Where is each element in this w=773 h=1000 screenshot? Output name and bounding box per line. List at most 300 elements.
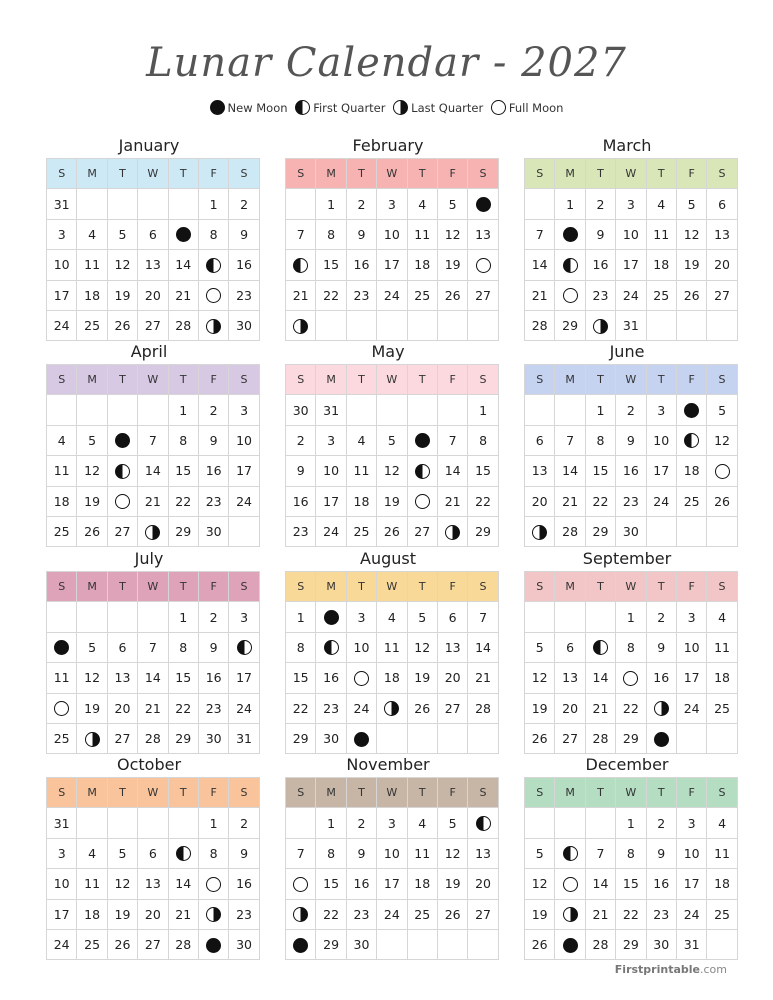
day-cell: 15 — [168, 663, 198, 693]
moon-phase-day-cell — [555, 899, 585, 929]
weekday-header: T — [646, 572, 676, 602]
day-cell: 27 — [707, 280, 737, 310]
empty-day-cell — [437, 310, 467, 340]
week-row — [525, 929, 738, 959]
day-cell: 8 — [198, 219, 228, 249]
week-row — [525, 602, 738, 632]
moon-phase-day-cell — [286, 929, 316, 959]
month-name: September — [582, 549, 672, 568]
day-cell: 5 — [525, 838, 555, 868]
day-cell: 17 — [676, 869, 706, 899]
day-cell: 17 — [377, 250, 407, 280]
day-cell: 11 — [407, 219, 437, 249]
week-row — [47, 189, 260, 219]
full-moon-icon — [54, 701, 69, 716]
day-cell: 18 — [407, 869, 437, 899]
empty-day-cell — [525, 189, 555, 219]
day-cell: 21 — [555, 486, 585, 516]
legend-last-quarter-label: Last Quarter — [411, 100, 484, 115]
weekday-header: M — [316, 159, 346, 189]
day-cell: 21 — [286, 280, 316, 310]
weekday-header: T — [346, 572, 376, 602]
week-row — [525, 250, 738, 280]
new-moon-icon — [324, 610, 339, 625]
day-cell: 6 — [525, 425, 555, 455]
week-row — [525, 516, 738, 546]
week-row — [525, 693, 738, 723]
day-cell: 4 — [377, 602, 407, 632]
day-cell: 9 — [616, 425, 646, 455]
empty-day-cell — [168, 808, 198, 838]
day-cell: 21 — [168, 280, 198, 310]
month-name: May — [371, 342, 405, 361]
day-cell: 2 — [198, 395, 228, 425]
moon-phase-day-cell — [346, 663, 376, 693]
empty-day-cell — [316, 310, 346, 340]
day-cell: 4 — [47, 425, 77, 455]
day-cell: 13 — [138, 250, 168, 280]
day-cell: 31 — [616, 310, 646, 340]
day-cell: 28 — [555, 516, 585, 546]
day-cell: 10 — [377, 838, 407, 868]
day-cell: 8 — [316, 219, 346, 249]
empty-day-cell — [646, 310, 676, 340]
full-moon-icon — [206, 288, 221, 303]
day-cell: 17 — [377, 869, 407, 899]
week-row — [47, 602, 260, 632]
last-quarter-icon — [393, 100, 408, 115]
day-cell: 27 — [555, 723, 585, 753]
day-cell: 22 — [616, 899, 646, 929]
empty-day-cell — [437, 723, 467, 753]
day-cell: 17 — [47, 280, 77, 310]
day-cell: 17 — [646, 456, 676, 486]
day-cell: 11 — [707, 838, 737, 868]
day-cell: 7 — [138, 425, 168, 455]
weekday-header-row — [286, 778, 499, 808]
day-cell: 18 — [646, 250, 676, 280]
week-row — [286, 869, 499, 899]
day-cell: 27 — [407, 516, 437, 546]
day-cell: 24 — [47, 310, 77, 340]
week-row — [47, 838, 260, 868]
moon-phase-day-cell — [107, 425, 137, 455]
day-cell: 11 — [346, 456, 376, 486]
day-cell: 3 — [47, 838, 77, 868]
weekday-header: F — [437, 365, 467, 395]
week-row — [525, 663, 738, 693]
day-cell: 21 — [168, 899, 198, 929]
day-cell: 13 — [437, 632, 467, 662]
day-cell: 7 — [468, 602, 498, 632]
moon-phase-day-cell — [555, 869, 585, 899]
day-cell: 25 — [47, 516, 77, 546]
day-cell: 9 — [198, 632, 228, 662]
day-cell: 8 — [168, 425, 198, 455]
moon-phase-day-cell — [286, 250, 316, 280]
day-cell: 9 — [646, 632, 676, 662]
day-cell: 2 — [346, 189, 376, 219]
new-moon-icon — [206, 938, 221, 953]
empty-day-cell — [346, 395, 376, 425]
day-cell: 24 — [47, 929, 77, 959]
day-cell: 20 — [138, 899, 168, 929]
day-cell: 10 — [47, 250, 77, 280]
day-cell: 19 — [107, 899, 137, 929]
week-row — [47, 456, 260, 486]
month-calendar-table — [524, 777, 738, 960]
weekday-header: M — [555, 159, 585, 189]
month-november — [285, 753, 491, 960]
day-cell: 28 — [168, 310, 198, 340]
week-row — [286, 663, 499, 693]
empty-day-cell — [77, 189, 107, 219]
day-cell: 5 — [107, 838, 137, 868]
day-cell: 4 — [707, 808, 737, 838]
first-quarter-icon — [115, 464, 130, 479]
day-cell: 7 — [138, 632, 168, 662]
full-moon-icon — [415, 494, 430, 509]
last-quarter-icon — [532, 525, 547, 540]
page-title: Lunar Calendar - 2027 — [146, 40, 627, 86]
full-moon-icon — [491, 100, 506, 115]
day-cell: 1 — [585, 395, 615, 425]
day-cell: 18 — [77, 899, 107, 929]
day-cell: 8 — [585, 425, 615, 455]
empty-day-cell — [676, 310, 706, 340]
empty-day-cell — [107, 189, 137, 219]
day-cell: 19 — [437, 869, 467, 899]
weekday-header: T — [646, 778, 676, 808]
day-cell: 31 — [47, 808, 77, 838]
day-cell: 25 — [77, 310, 107, 340]
empty-day-cell — [138, 808, 168, 838]
footer-brand-suffix: .com — [700, 963, 727, 976]
weekday-header: M — [77, 778, 107, 808]
day-cell: 17 — [616, 250, 646, 280]
new-moon-icon — [293, 938, 308, 953]
weekday-header-row — [525, 365, 738, 395]
weekday-header: M — [555, 572, 585, 602]
day-cell: 16 — [198, 663, 228, 693]
day-cell: 9 — [585, 219, 615, 249]
last-quarter-icon — [445, 525, 460, 540]
empty-day-cell — [585, 602, 615, 632]
first-quarter-icon — [593, 640, 608, 655]
day-cell: 5 — [407, 602, 437, 632]
last-quarter-icon — [563, 907, 578, 922]
last-quarter-icon — [384, 701, 399, 716]
month-calendar-table — [285, 777, 499, 960]
weekday-header-row — [47, 778, 260, 808]
day-cell: 7 — [437, 425, 467, 455]
day-cell: 13 — [468, 838, 498, 868]
day-cell: 2 — [198, 602, 228, 632]
weekday-header: F — [198, 159, 228, 189]
day-cell: 31 — [47, 189, 77, 219]
week-row — [286, 310, 499, 340]
footer-brand-name: Firstprintable — [614, 963, 700, 976]
day-cell: 22 — [616, 693, 646, 723]
day-cell: 27 — [107, 723, 137, 753]
empty-day-cell — [407, 929, 437, 959]
empty-day-cell — [377, 395, 407, 425]
legend-new-moon-label: New Moon — [227, 100, 288, 115]
day-cell: 16 — [646, 869, 676, 899]
day-cell: 6 — [555, 632, 585, 662]
month-calendar-table — [46, 158, 260, 341]
day-cell: 12 — [437, 219, 467, 249]
day-cell: 6 — [138, 838, 168, 868]
week-row — [47, 663, 260, 693]
first-quarter-icon — [324, 640, 339, 655]
empty-day-cell — [525, 602, 555, 632]
day-cell: 26 — [77, 516, 107, 546]
weekday-header-row — [525, 159, 738, 189]
moon-phase-day-cell — [646, 723, 676, 753]
weekday-header: W — [377, 159, 407, 189]
weekday-header: S — [229, 159, 259, 189]
empty-day-cell — [437, 395, 467, 425]
weekday-header: S — [707, 159, 737, 189]
day-cell: 20 — [107, 693, 137, 723]
empty-day-cell — [138, 189, 168, 219]
day-cell: 27 — [138, 929, 168, 959]
day-cell: 18 — [407, 250, 437, 280]
day-cell: 25 — [407, 280, 437, 310]
day-cell: 10 — [377, 219, 407, 249]
day-cell: 19 — [107, 280, 137, 310]
day-cell: 19 — [407, 663, 437, 693]
day-cell: 22 — [286, 693, 316, 723]
empty-day-cell — [107, 808, 137, 838]
day-cell: 2 — [646, 602, 676, 632]
month-name: October — [116, 755, 182, 774]
weekday-header: S — [525, 572, 555, 602]
moon-phase-day-cell — [616, 663, 646, 693]
week-row — [286, 219, 499, 249]
day-cell: 16 — [229, 250, 259, 280]
day-cell: 24 — [377, 899, 407, 929]
empty-day-cell — [107, 602, 137, 632]
moon-phase-day-cell — [555, 280, 585, 310]
weekday-header: T — [168, 572, 198, 602]
day-cell: 2 — [616, 395, 646, 425]
weekday-header-row — [47, 572, 260, 602]
weekday-header: F — [437, 778, 467, 808]
empty-day-cell — [676, 723, 706, 753]
day-cell: 23 — [286, 516, 316, 546]
day-cell: 13 — [468, 219, 498, 249]
empty-day-cell — [286, 808, 316, 838]
day-cell: 20 — [138, 280, 168, 310]
day-cell: 12 — [676, 219, 706, 249]
week-row — [47, 808, 260, 838]
moon-phase-day-cell — [77, 723, 107, 753]
month-march — [524, 134, 730, 341]
day-cell: 26 — [525, 929, 555, 959]
weekday-header: T — [168, 778, 198, 808]
full-moon-icon — [563, 288, 578, 303]
moon-phase-day-cell — [346, 723, 376, 753]
month-calendar-table — [46, 364, 260, 547]
last-quarter-icon — [293, 319, 308, 334]
week-row — [286, 723, 499, 753]
day-cell: 9 — [229, 838, 259, 868]
day-cell: 12 — [407, 632, 437, 662]
weekday-header: T — [168, 159, 198, 189]
moon-phase-legend — [0, 100, 773, 118]
day-cell: 30 — [646, 929, 676, 959]
first-quarter-icon — [206, 258, 221, 273]
weekday-header: S — [468, 365, 498, 395]
first-quarter-icon — [684, 433, 699, 448]
month-may — [285, 340, 491, 547]
day-cell: 19 — [437, 250, 467, 280]
day-cell: 28 — [525, 310, 555, 340]
weekday-header: W — [377, 778, 407, 808]
day-cell: 10 — [229, 425, 259, 455]
weekday-header: S — [286, 365, 316, 395]
week-row — [286, 486, 499, 516]
day-cell: 21 — [525, 280, 555, 310]
first-quarter-icon — [415, 464, 430, 479]
day-cell: 1 — [616, 808, 646, 838]
day-cell: 3 — [616, 189, 646, 219]
empty-day-cell — [138, 602, 168, 632]
moon-phase-day-cell — [468, 808, 498, 838]
weekday-header: F — [198, 778, 228, 808]
legend-first-quarter — [295, 100, 385, 115]
day-cell: 2 — [229, 808, 259, 838]
month-january — [46, 134, 252, 341]
moon-phase-day-cell — [555, 250, 585, 280]
weekday-header: S — [707, 365, 737, 395]
weekday-header: S — [525, 365, 555, 395]
day-cell: 11 — [47, 456, 77, 486]
day-cell: 5 — [77, 632, 107, 662]
last-quarter-icon — [85, 732, 100, 747]
weekday-header: W — [377, 572, 407, 602]
day-cell: 27 — [437, 693, 467, 723]
first-quarter-icon — [176, 846, 191, 861]
last-quarter-icon — [654, 701, 669, 716]
first-quarter-icon — [237, 640, 252, 655]
weekday-header: M — [316, 365, 346, 395]
day-cell: 30 — [316, 723, 346, 753]
month-calendar-table — [46, 777, 260, 960]
day-cell: 14 — [468, 632, 498, 662]
day-cell: 14 — [585, 869, 615, 899]
last-quarter-icon — [206, 319, 221, 334]
weekday-header: S — [47, 159, 77, 189]
day-cell: 16 — [286, 486, 316, 516]
full-moon-icon — [623, 671, 638, 686]
new-moon-icon — [684, 403, 699, 418]
day-cell: 16 — [198, 456, 228, 486]
day-cell: 3 — [229, 395, 259, 425]
weekday-header: T — [407, 159, 437, 189]
week-row — [525, 425, 738, 455]
month-february — [285, 134, 491, 341]
day-cell: 26 — [377, 516, 407, 546]
day-cell: 29 — [585, 516, 615, 546]
day-cell: 24 — [616, 280, 646, 310]
first-quarter-icon — [563, 846, 578, 861]
day-cell: 6 — [138, 219, 168, 249]
day-cell: 15 — [316, 250, 346, 280]
day-cell: 1 — [198, 189, 228, 219]
moon-phase-day-cell — [198, 899, 228, 929]
week-row — [525, 395, 738, 425]
week-row — [47, 395, 260, 425]
moon-phase-day-cell — [555, 219, 585, 249]
day-cell: 16 — [585, 250, 615, 280]
weekday-header-row — [525, 778, 738, 808]
day-cell: 11 — [377, 632, 407, 662]
day-cell: 24 — [346, 693, 376, 723]
day-cell: 30 — [616, 516, 646, 546]
day-cell: 21 — [585, 693, 615, 723]
day-cell: 21 — [138, 693, 168, 723]
legend-first-quarter-label: First Quarter — [313, 100, 386, 115]
day-cell: 13 — [525, 456, 555, 486]
day-cell: 20 — [555, 693, 585, 723]
day-cell: 23 — [198, 693, 228, 723]
day-cell: 9 — [198, 425, 228, 455]
weekday-header: M — [77, 365, 107, 395]
month-name: December — [585, 755, 669, 774]
empty-day-cell — [229, 516, 259, 546]
moon-phase-day-cell — [198, 929, 228, 959]
day-cell: 14 — [585, 663, 615, 693]
day-cell: 20 — [707, 250, 737, 280]
day-cell: 25 — [646, 280, 676, 310]
empty-day-cell — [468, 929, 498, 959]
moon-phase-day-cell — [198, 280, 228, 310]
day-cell: 12 — [77, 663, 107, 693]
weekday-header: S — [229, 572, 259, 602]
new-moon-icon — [415, 433, 430, 448]
day-cell: 29 — [168, 516, 198, 546]
day-cell: 23 — [229, 899, 259, 929]
week-row — [525, 189, 738, 219]
day-cell: 3 — [377, 808, 407, 838]
day-cell: 7 — [286, 219, 316, 249]
weekday-header: W — [616, 778, 646, 808]
day-cell: 27 — [107, 516, 137, 546]
moon-phase-day-cell — [585, 310, 615, 340]
month-name: February — [352, 136, 424, 155]
first-quarter-icon — [476, 816, 491, 831]
day-cell: 3 — [676, 602, 706, 632]
month-calendar-table — [46, 571, 260, 754]
month-calendar-table — [524, 571, 738, 754]
week-row — [47, 280, 260, 310]
day-cell: 15 — [168, 456, 198, 486]
day-cell: 30 — [198, 516, 228, 546]
day-cell: 9 — [286, 456, 316, 486]
week-row — [47, 869, 260, 899]
moon-phase-day-cell — [107, 456, 137, 486]
day-cell: 29 — [168, 723, 198, 753]
month-april — [46, 340, 252, 547]
day-cell: 11 — [407, 838, 437, 868]
month-calendar-table — [285, 158, 499, 341]
day-cell: 17 — [676, 663, 706, 693]
moon-phase-day-cell — [676, 425, 706, 455]
weekday-header-row — [286, 159, 499, 189]
